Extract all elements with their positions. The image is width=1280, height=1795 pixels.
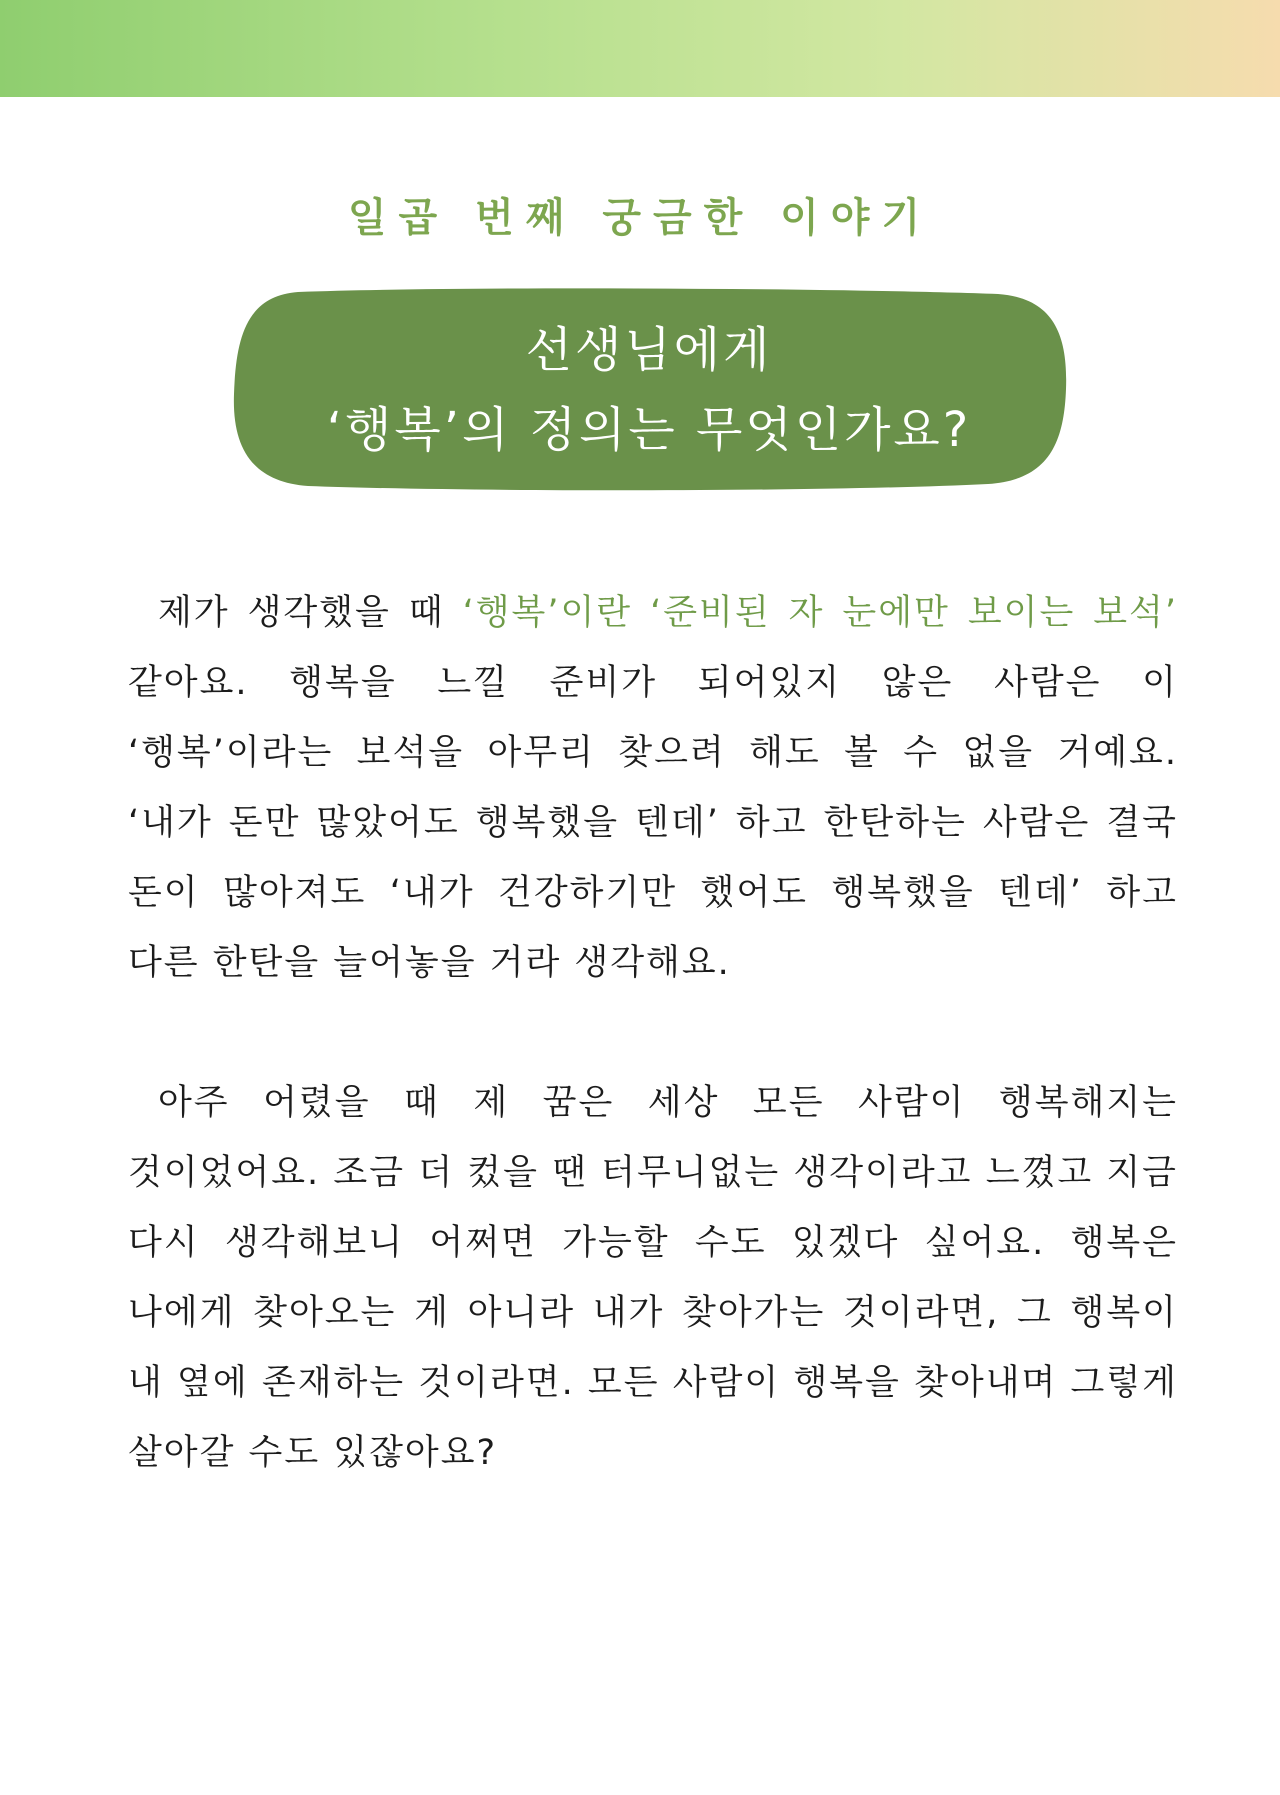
paragraph-2-text: 아주 어렸을 때 제 꿈은 세상 모든 사람이 행복해지는 것이었어요. 조금 더 컸을 땐 터무니없는 생각이라고 느꼈고 지금 다시 생각해보니 어쩌면 가능할 수도 있겠다 싶어요. 행복은 나에게 찾아오는 게 아니라 내가 찾아가는 것이라면, 그 행복이 내 옆에 존재하는 것이라면. 모든 사람이 행복을 찾아내며 그렇게 살아갈 수도 있잖아요? [128,1083,1178,1473]
title-box [228,284,1070,494]
paragraph-1 [128,578,1178,998]
top-gradient-band [0,0,1280,97]
chapter-kicker: 일곱 번째 궁금한 이야기 [347,195,933,241]
title-line-2: ‘행복’의 정의는 무엇인가요? [326,402,972,458]
paragraph-1-highlight: ‘행복’이란 ‘준비된 자 눈에만 보이는 보석’ [462,593,1178,633]
page-title [228,310,1070,470]
paragraph-1-lead: 제가 생각했을 때 [158,593,463,633]
title-line-1: 선생님에게 [525,322,773,378]
paragraph-2 [128,1068,1178,1488]
paragraph-1-rest: 같아요. 행복을 느낄 준비가 되어있지 않은 사람은 이 ‘행복’이라는 보석을 아무리 찾으려 해도 볼 수 없을 거예요. ‘내가 돈만 많았어도 행복했을 텐데’ 하고 한탄하는 사람은 결국 돈이 많아져도 ‘내가 건강하기만 했어도 행복했을 텐데’ 하고 다른 한탄을 늘어놓을 거라 생각해요. [128,663,1178,983]
